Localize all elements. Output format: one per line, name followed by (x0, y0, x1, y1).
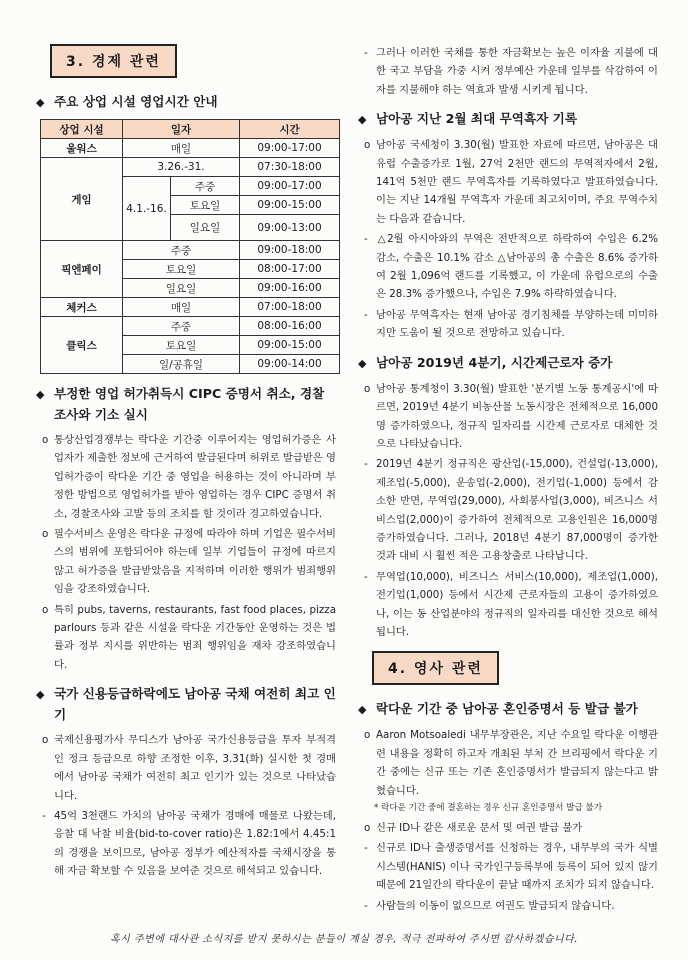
day-cell: 주중 (123, 317, 240, 336)
table-row (41, 298, 340, 317)
day-cell: 일/공휴일 (123, 355, 240, 374)
bullet-icon: o (364, 139, 371, 152)
time-cell: 07:30-18:00 (240, 158, 340, 177)
time-cell: 09:00-18:00 (240, 241, 340, 260)
bonds-para-2: - 45억 3천랜드 가치의 남아공 국채가 경매에 매물로 나왔는데, 응찰 대 낙찰 비율(bid-to-cover ratio)은 1.82:1에서 4.45:1의 경쟁을 보이므로, 남아공 정부가 예산적자를 국채시장을 통해 자금 확보할 수 있음을 보여준 것으로 해석되고 있습니다. (36, 807, 336, 881)
diamond-icon: ◆ (36, 388, 45, 401)
marriage-note: * 락다운 기간 중에 결혼하는 경우 신규 혼인증명서 발급 불가 (374, 803, 603, 813)
time-cell: 09:00-16:00 (240, 279, 340, 298)
dash-icon: - (364, 47, 368, 59)
bonds-heading: ◆ 국가 신용등급하락에도 남아공 국채 여전히 최고 인기 (36, 686, 336, 723)
day-cell: 주중 (171, 177, 240, 196)
table-row (41, 241, 340, 260)
day-cell: 토요일 (171, 196, 240, 215)
hours-heading: ◆ 주요 상업 시설 영업시간 안내 (36, 92, 336, 113)
table-header-row (41, 120, 340, 139)
date-cell: 4.1.-16. (123, 177, 171, 241)
diamond-icon: ◆ (36, 96, 45, 109)
employment-para-3: - 무역업(10,000), 비즈니스 서비스(10,000), 제조업(1,000), 전기업(1,000) 등에서 시간제 근로자들의 고용이 증가하였으나, 이는 동 산업분야의 정규직의 일자리를 대신한 것으로 해석됩니다. (358, 568, 658, 642)
dash-icon: - (364, 570, 368, 583)
time-cell: 09:00-14:00 (240, 355, 340, 374)
dash-icon: - (364, 458, 368, 471)
footer-note: 혹시 주변에 대사관 소식지를 받지 못하시는 분들이 계실 경우, 적극 전파하여 주시면 감사하겠습니다. (109, 934, 579, 945)
employment-para-1: o 남아공 통계청이 3.30(월) 발표한 '분기별 노동 통계공시'에 따르면, 2019년 4분기 비농산물 노동시장은 전체적으로 16,000명 증가하였으나, 정규직 일자리를 시간제 근로자로 대체한 것으로 나타났습니다. (358, 380, 658, 454)
bonds-para-3: - 그러나 이러한 국채를 통한 자금확보는 높은 이자율 지불에 대한 국고 부담을 가중 시켜 정부예산 가운데 일부를 삭감하여 이자를 지불해야 하는 역효과 발생 시키게 됩니다. (358, 44, 658, 99)
diamond-icon: ◆ (36, 688, 45, 702)
time-cell: 08:00-16:00 (240, 317, 340, 336)
venue-cell: 울워스 (41, 139, 123, 158)
hours-table (40, 119, 340, 374)
venue-cell: 픽엔페이 (41, 241, 123, 298)
table-header: 상업 시설 (41, 120, 123, 139)
diamond-icon: ◆ (358, 113, 367, 127)
employment-heading: ◆ 남아공 2019년 4분기, 시간제근로자 증가 (358, 353, 658, 374)
date-cell: 3.26.-31. (123, 158, 240, 177)
section-title-economy: 3. 경제 관련 (50, 44, 177, 78)
day-cell: 주중 (123, 241, 240, 260)
time-cell: 09:00-17:00 (240, 139, 340, 158)
date-cell: 매일 (123, 139, 240, 158)
time-cell: 09:00-13:00 (240, 215, 340, 241)
marriage-para-2: o 신규 ID나 같은 새로운 문서 및 여권 발급 불가 (358, 819, 658, 837)
bonds-para-1: o 국제신용평가사 무디스가 남아공 국가신용등급을 투자 부적격인 정크 등급으로 하향 조정한 이후, 3.31(화) 실시한 첫 경매에서 남아공 국채가 여전히 최고 인기가 있는 것으로 나타났습니다. (36, 731, 336, 805)
trade-para-2: - △2월 아시아와의 무역은 전반적으로 하락하여 수입은 6.2% 감소, 수출은 10.1% 감소 △남아공의 총 수출은 8.6% 증가하여 2월 1,096억 랜드를 기록했고, 이 가운데 유럽으로의 수출은 28.3% 증가했으나, 수입은 7.9% 하락하였습니다. (358, 230, 658, 304)
trade-para-3: - 남아공 무역흑자는 현재 남아공 경기침체를 부양하는데 미미하지만 도움이 될 것으로 전망하고 있습니다. (358, 306, 658, 343)
table-header: 시간 (240, 120, 340, 139)
right-column (358, 44, 658, 917)
time-cell: 08:00-17:00 (240, 260, 340, 279)
permit-para-2: o 필수서비스 운영은 락다운 규정에 따라야 하며 기업은 필수서비스의 범위에 포함되어야 하는데 일부 기업들이 규정에 따르지 않고 허가증을 발급받았음을 지적하며 이러한 행위가 범죄행위임을 강조하였습니다. (36, 525, 336, 599)
dash-icon: - (364, 842, 368, 855)
bullet-icon: o (42, 434, 49, 446)
date-cell: 매일 (123, 298, 240, 317)
day-cell: 토요일 (123, 260, 240, 279)
bullet-icon: o (364, 382, 371, 395)
dash-icon: - (364, 899, 368, 912)
dash-icon: - (364, 233, 368, 246)
diamond-icon: ◆ (358, 356, 367, 370)
bullet-icon: o (364, 729, 371, 742)
marriage-heading: ◆ 락다운 기간 중 남아공 혼인증명서 등 발급 불가 (358, 699, 658, 720)
permit-para-1: o 통상산업경쟁부는 락다운 기간중 이루어지는 영업허가증은 사업자가 제출한 정보에 근거하여 발급된다며 허위로 발급받은 영업허가증이 락다운 기간 중 영업을 허용하는 것이 아니라며 부정한 방법으로 영업허가를 받아 영업하는 경우 CIPC 증명서 취소, 경찰조사와 고발 등의 조치를 할 것이라 경고하였습니다. (36, 431, 336, 523)
bullet-icon: o (364, 822, 371, 834)
time-cell: 09:00-15:00 (240, 196, 340, 215)
day-cell: 토요일 (123, 336, 240, 355)
marriage-para-4: - 사람들의 이동이 없으므로 여권도 발급되지 않습니다. (358, 897, 658, 915)
bullet-icon: o (42, 603, 49, 616)
bullet-icon: o (42, 734, 49, 747)
day-cell: 일요일 (171, 215, 240, 241)
time-cell: 09:00-15:00 (240, 336, 340, 355)
permit-heading: ◆ 부정한 영업 허가취득시 CIPC 증명서 취소, 경찰조사와 기소 실시 (36, 386, 325, 422)
section-title-consular: 4. 영사 관련 (372, 651, 499, 685)
marriage-para-3: - 신규로 ID나 출생증명서를 신청하는 경우, 내무부의 국가 식별시스템(HANIS) 이나 국가인구등록부에 등록이 되어 있지 않기 때문에 21일간의 락다운이 끝날 때까지 조치가 되지 않습니다. (358, 839, 658, 894)
employment-para-2: - 2019년 4분기 정규직은 광산업(-15,000), 건설업(-13,000), 제조업(-5,000), 운송업(-2,000), 전기업(-1,000) 등에서 감소한 반면, 무역업(29,000), 사회봉사업(3,000), 비즈니스 서비스업(2,000)이 증가하여 전체적으로 고용인원은 16,000명 증가하였습니다. 그러나, 2018년 4분기 87,000명이 증가한 것과 대비 시 훨씬 적은 고용창출로 나타납니다. (358, 455, 658, 565)
trade-para-1: o 남아공 국세청이 3.30(월) 발표한 자료에 따르면, 남아공은 대유럽 수출증가로 1월, 27억 2천만 랜드의 무역적자에서 2월, 141억 5천만 랜드 무역흑자를 기록하였다고 발표하였습니다. 이는 지난 14개월 무역흑자 가운데 최고치이며, 주요 무역수치는 다음과 같습니다. (358, 136, 658, 228)
trade-heading: ◆ 남아공 지난 2월 최대 무역흑자 기록 (358, 109, 658, 130)
venue-cell: 게임 (41, 158, 123, 241)
left-column (36, 44, 336, 883)
permit-para-3: o 특히 pubs, taverns, restaurants, fast food places, pizza parlours 등과 같은 시설을 락다운 기간동안 운영하는 것은 법률과 정부 지시를 위반하는 범죄 행위임을 재차 강조하였습니다. (36, 601, 336, 675)
bullet-icon: o (42, 528, 49, 541)
venue-cell: 클릭스 (41, 317, 123, 374)
venue-cell: 체커스 (41, 298, 123, 317)
marriage-para-1: o Aaron Motsoaledi 내무부장관은, 지난 수요일 락다운 이행관련 내용을 정확히 하고자 개최된 부처 간 브리핑에서 락다운 기간 중에는 신규 또는 기존 혼인증명서가 발급되지 않는다고 밝혔습니다. (358, 726, 658, 800)
dash-icon: - (364, 308, 368, 321)
time-cell: 07:00-18:00 (240, 298, 340, 317)
table-row (41, 158, 340, 177)
table-row (41, 317, 340, 336)
dash-icon: - (42, 809, 46, 822)
table-row (41, 139, 340, 158)
table-header: 일자 (123, 120, 240, 139)
time-cell: 09:00-17:00 (240, 177, 340, 196)
diamond-icon: ◆ (358, 703, 367, 717)
day-cell: 일요일 (123, 279, 240, 298)
